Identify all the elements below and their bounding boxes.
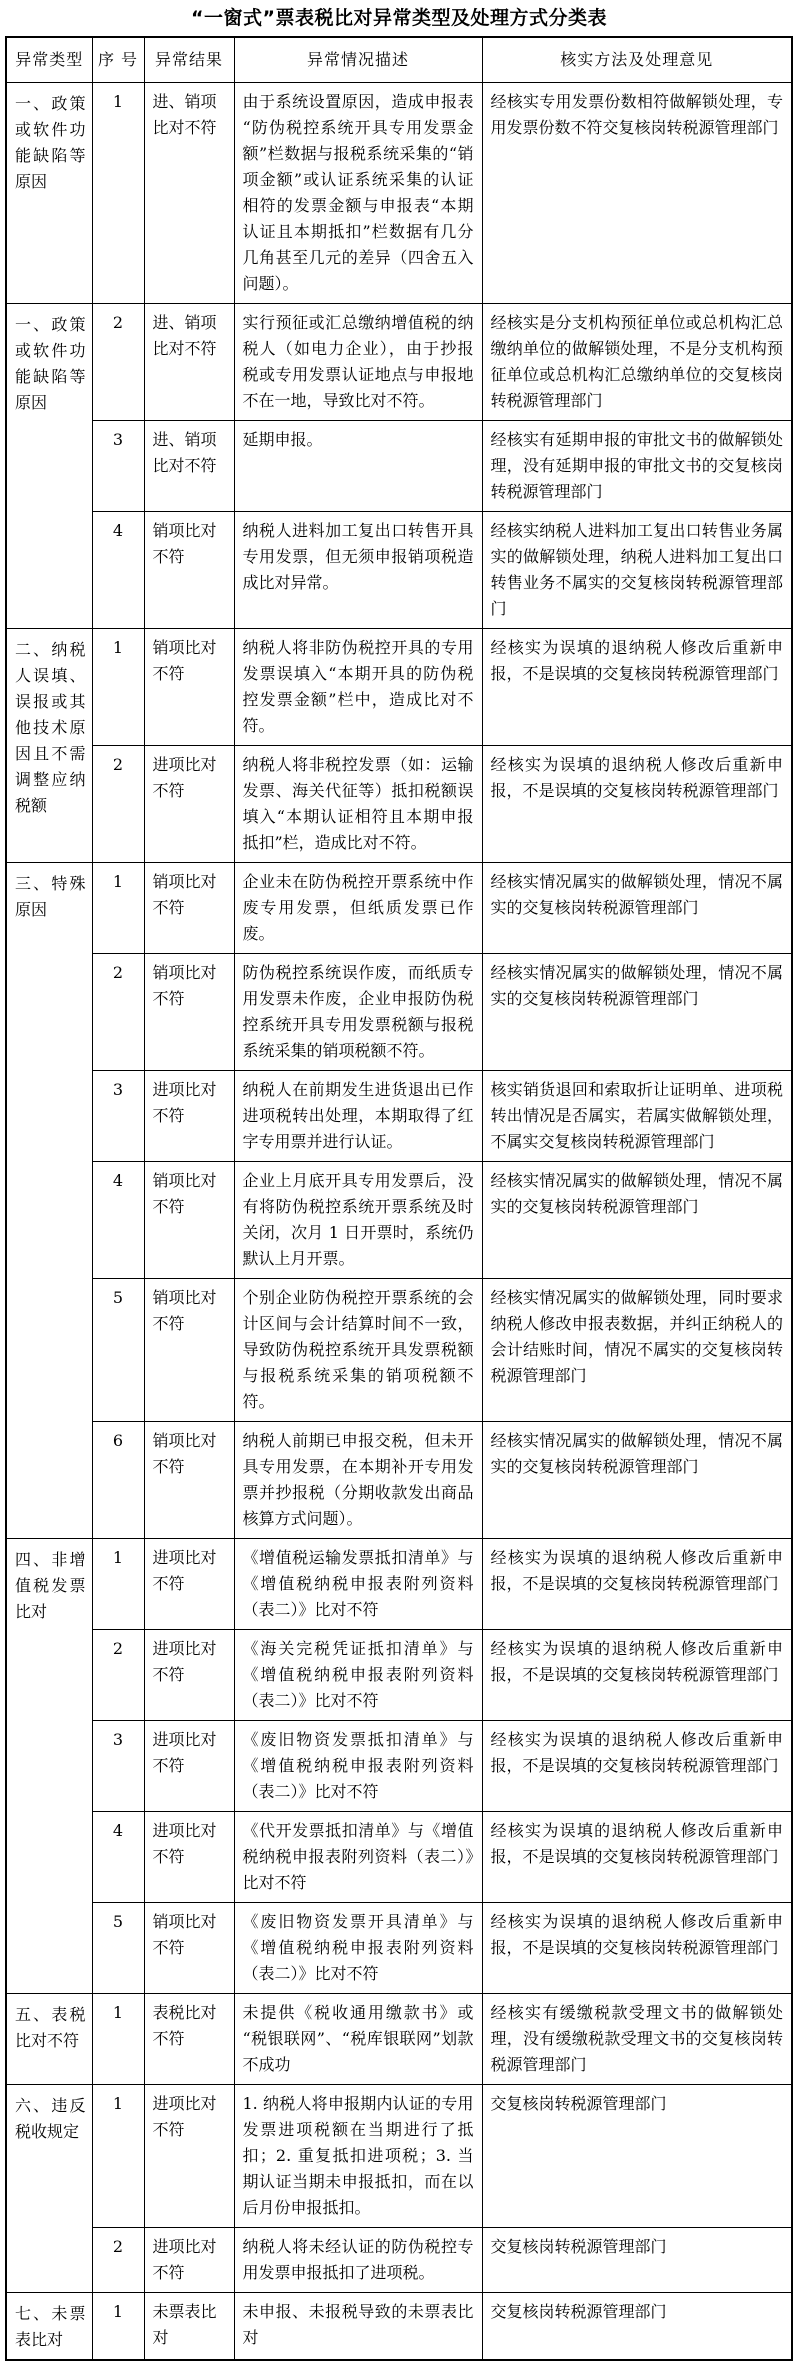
- result-cell: 进、销项比对不符: [144, 421, 234, 512]
- table-row: [6, 83, 792, 304]
- desc-cell: 纳税人将未经认证的防伪税控专用发票申报抵扣了进项税。: [234, 2228, 482, 2293]
- group-label-cell: 一、政策或软件功能缺陷等原因: [6, 304, 92, 629]
- row-no-cell: 3: [92, 421, 144, 512]
- table-row: [6, 1422, 792, 1539]
- action-cell: 经核实为误填的退纳税人修改后重新申报，不是误填的交复核岗转税源管理部门: [482, 1812, 792, 1903]
- desc-cell: 纳税人在前期发生进货退出已作进项税转出处理，本期取得了红字专用票并进行认证。: [234, 1071, 482, 1162]
- row-no-cell: 1: [92, 83, 144, 304]
- row-no-cell: 2: [92, 746, 144, 863]
- row-no-cell: 5: [92, 1903, 144, 1994]
- result-cell: 销项比对不符: [144, 954, 234, 1071]
- desc-cell: 纳税人将非税控发票（如：运输发票、海关代征等）抵扣税额误填入“本期认证相符且本期申报抵扣”栏，造成比对不符。: [234, 746, 482, 863]
- result-cell: 销项比对不符: [144, 863, 234, 954]
- row-no-cell: 1: [92, 1994, 144, 2085]
- result-cell: 进项比对不符: [144, 746, 234, 863]
- result-cell: 进项比对不符: [144, 1071, 234, 1162]
- group-label-cell: 四、非增值税发票比对: [6, 1539, 92, 1994]
- action-cell: 经核实有延期申报的审批文书的做解锁处理，没有延期申报的审批文书的交复核岗转税源管理部门: [482, 421, 792, 512]
- col-header-action: 核实方法及处理意见: [482, 37, 792, 83]
- table-row: [6, 1539, 792, 1630]
- action-cell: 经核实情况属实的做解锁处理，情况不属实的交复核岗转税源管理部门: [482, 863, 792, 954]
- result-cell: 进项比对不符: [144, 1721, 234, 1812]
- table-row: [6, 421, 792, 512]
- row-no-cell: 1: [92, 863, 144, 954]
- table-row: [6, 1721, 792, 1812]
- desc-cell: 未申报、未报税导致的未票表比对: [234, 2293, 482, 2361]
- col-header-no: 序 号: [92, 37, 144, 83]
- result-cell: 进项比对不符: [144, 1630, 234, 1721]
- action-cell: 经核实为误填的退纳税人修改后重新申报，不是误填的交复核岗转税源管理部门: [482, 1721, 792, 1812]
- table-row: [6, 629, 792, 746]
- action-cell: 经核实专用发票份数相符做解锁处理，专用发票份数不符交复核岗转税源管理部门: [482, 83, 792, 304]
- classification-table: [5, 36, 793, 2361]
- table-row: [6, 863, 792, 954]
- table-row: [6, 1994, 792, 2085]
- action-cell: 交复核岗转税源管理部门: [482, 2293, 792, 2361]
- action-cell: 经核实是分支机构预征单位或总机构汇总缴纳单位的做解锁处理，不是分支机构预征单位或总机构汇总缴纳单位的交复核岗转税源管理部门: [482, 304, 792, 421]
- desc-cell: 纳税人进料加工复出口转售开具专用发票，但无须申报销项税造成比对异常。: [234, 512, 482, 629]
- table-row: [6, 2228, 792, 2293]
- group-label-cell: 二、纳税人误填、误报或其他技术原因且不需调整应纳税额: [6, 629, 92, 863]
- result-cell: 进项比对不符: [144, 1812, 234, 1903]
- action-cell: 经核实情况属实的做解锁处理，情况不属实的交复核岗转税源管理部门: [482, 954, 792, 1071]
- desc-cell: 《废旧物资发票抵扣清单》与《增值税纳税申报表附列资料（表二）》比对不符: [234, 1721, 482, 1812]
- desc-cell: 1. 纳税人将申报期内认证的专用发票进项税额在当期进行了抵扣；2. 重复抵扣进项税；3. 当期认证当期未申报抵扣，而在以后月份申报抵扣。: [234, 2085, 482, 2228]
- result-cell: 销项比对不符: [144, 1279, 234, 1422]
- row-no-cell: 3: [92, 1721, 144, 1812]
- action-cell: 经核实为误填的退纳税人修改后重新申报，不是误填的交复核岗转税源管理部门: [482, 629, 792, 746]
- col-header-desc: 异常情况描述: [234, 37, 482, 83]
- result-cell: 进项比对不符: [144, 1539, 234, 1630]
- row-no-cell: 1: [92, 1539, 144, 1630]
- row-no-cell: 5: [92, 1279, 144, 1422]
- desc-cell: 《废旧物资发票开具清单》与《增值税纳税申报表附列资料（表二）》比对不符: [234, 1903, 482, 1994]
- action-cell: 经核实纳税人进料加工复出口转售业务属实的做解锁处理，纳税人进料加工复出口转售业务不属实的交复核岗转税源管理部门: [482, 512, 792, 629]
- group-label-cell: 五、表税比对不符: [6, 1994, 92, 2085]
- table-row: [6, 304, 792, 421]
- desc-cell: 企业上月底开具专用发票后，没有将防伪税控系统开票系统及时关闭，次月 1 日开票时，系统仍默认上月开票。: [234, 1162, 482, 1279]
- col-header-type: 异常类型: [6, 37, 92, 83]
- result-cell: 销项比对不符: [144, 1422, 234, 1539]
- desc-cell: 纳税人将非防伪税控开具的专用发票误填入“本期开具的防伪税控发票金额”栏中，造成比对不符。: [234, 629, 482, 746]
- row-no-cell: 4: [92, 1812, 144, 1903]
- result-cell: 销项比对不符: [144, 1903, 234, 1994]
- table-row: [6, 1071, 792, 1162]
- action-cell: 经核实为误填的退纳税人修改后重新申报，不是误填的交复核岗转税源管理部门: [482, 1630, 792, 1721]
- table-row: [6, 2085, 792, 2228]
- result-cell: 进、销项比对不符: [144, 304, 234, 421]
- result-cell: 销项比对不符: [144, 629, 234, 746]
- row-no-cell: 2: [92, 304, 144, 421]
- table-row: [6, 1162, 792, 1279]
- table-row: [6, 1812, 792, 1903]
- action-cell: 经核实情况属实的做解锁处理，情况不属实的交复核岗转税源管理部门: [482, 1162, 792, 1279]
- action-cell: 核实销货退回和索取折让证明单、进项税转出情况是否属实，若属实做解锁处理，不属实交复核岗转税源管理部门: [482, 1071, 792, 1162]
- action-cell: 经核实情况属实的做解锁处理，情况不属实的交复核岗转税源管理部门: [482, 1422, 792, 1539]
- header-row: [6, 37, 792, 83]
- desc-cell: 实行预征或汇总缴纳增值税的纳税人（如电力企业），由于抄报税或专用发票认证地点与申报地不在一地，导致比对不符。: [234, 304, 482, 421]
- group-label-cell: 一、政策或软件功能缺陷等原因: [6, 83, 92, 304]
- action-cell: 交复核岗转税源管理部门: [482, 2085, 792, 2228]
- desc-cell: 未提供《税收通用缴款书》或“税银联网”、“税库银联网”划款不成功: [234, 1994, 482, 2085]
- page-title: “一窗式”票表税比对异常类型及处理方式分类表: [191, 7, 607, 29]
- table-row: [6, 954, 792, 1071]
- result-cell: 进项比对不符: [144, 2228, 234, 2293]
- row-no-cell: 1: [92, 629, 144, 746]
- desc-cell: 延期申报。: [234, 421, 482, 512]
- table-row: [6, 746, 792, 863]
- group-label-cell: 三、特殊原因: [6, 863, 92, 1539]
- desc-cell: 纳税人前期已申报交税，但未开具专用发票，在本期补开专用发票并抄报税（分期收款发出商品核算方式问题）。: [234, 1422, 482, 1539]
- group-label-cell: 七、未票表比对: [6, 2293, 92, 2361]
- table-row: [6, 1630, 792, 1721]
- desc-cell: 防伪税控系统误作废，而纸质专用发票未作废，企业申报防伪税控系统开具专用发票税额与报税系统采集的销项税额不符。: [234, 954, 482, 1071]
- row-no-cell: 2: [92, 954, 144, 1071]
- row-no-cell: 6: [92, 1422, 144, 1539]
- desc-cell: 《代开发票抵扣清单》与《增值税纳税申报表附列资料（表二）》比对不符: [234, 1812, 482, 1903]
- row-no-cell: 4: [92, 1162, 144, 1279]
- table-row: [6, 1279, 792, 1422]
- table-row: [6, 512, 792, 629]
- col-header-result: 异常结果: [144, 37, 234, 83]
- action-cell: 交复核岗转税源管理部门: [482, 2228, 792, 2293]
- group-label-cell: 六、违反税收规定: [6, 2085, 92, 2293]
- action-cell: 经核实有缓缴税款受理文书的做解锁处理，没有缓缴税款受理文书的交复核岗转税源管理部门: [482, 1994, 792, 2085]
- table-row: [6, 1903, 792, 1994]
- result-cell: 销项比对不符: [144, 1162, 234, 1279]
- result-cell: 表税比对不符: [144, 1994, 234, 2085]
- row-no-cell: 1: [92, 2293, 144, 2361]
- action-cell: 经核实为误填的退纳税人修改后重新申报，不是误填的交复核岗转税源管理部门: [482, 746, 792, 863]
- action-cell: 经核实为误填的退纳税人修改后重新申报，不是误填的交复核岗转税源管理部门: [482, 1903, 792, 1994]
- result-cell: 销项比对不符: [144, 512, 234, 629]
- result-cell: 未票表比对: [144, 2293, 234, 2361]
- desc-cell: 企业未在防伪税控开票系统中作废专用发票，但纸质发票已作废。: [234, 863, 482, 954]
- row-no-cell: 2: [92, 1630, 144, 1721]
- row-no-cell: 3: [92, 1071, 144, 1162]
- desc-cell: 《海关完税凭证抵扣清单》与《增值税纳税申报表附列资料（表二）》比对不符: [234, 1630, 482, 1721]
- row-no-cell: 4: [92, 512, 144, 629]
- result-cell: 进项比对不符: [144, 2085, 234, 2228]
- action-cell: 经核实情况属实的做解锁处理，同时要求纳税人修改申报表数据，并纠正纳税人的会计结账时间，情况不属实的交复核岗转税源管理部门: [482, 1279, 792, 1422]
- action-cell: 经核实为误填的退纳税人修改后重新申报，不是误填的交复核岗转税源管理部门: [482, 1539, 792, 1630]
- result-cell: 进、销项比对不符: [144, 83, 234, 304]
- desc-cell: 由于系统设置原因，造成申报表“防伪税控系统开具专用发票金额”栏数据与报税系统采集的“销项金额”或认证系统采集的认证相符的发票金额与申报表“本期认证且本期抵扣”栏数据有几分几角甚至几元的差异（四舍五入问题）。: [234, 83, 482, 304]
- row-no-cell: 2: [92, 2228, 144, 2293]
- table-row: [6, 2293, 792, 2361]
- desc-cell: 《增值税运输发票抵扣清单》与《增值税纳税申报表附列资料（表二）》比对不符: [234, 1539, 482, 1630]
- row-no-cell: 1: [92, 2085, 144, 2228]
- desc-cell: 个别企业防伪税控开票系统的会计区间与会计结算时间不一致，导致防伪税控系统开具发票税额与报税系统采集的销项税额不符。: [234, 1279, 482, 1422]
